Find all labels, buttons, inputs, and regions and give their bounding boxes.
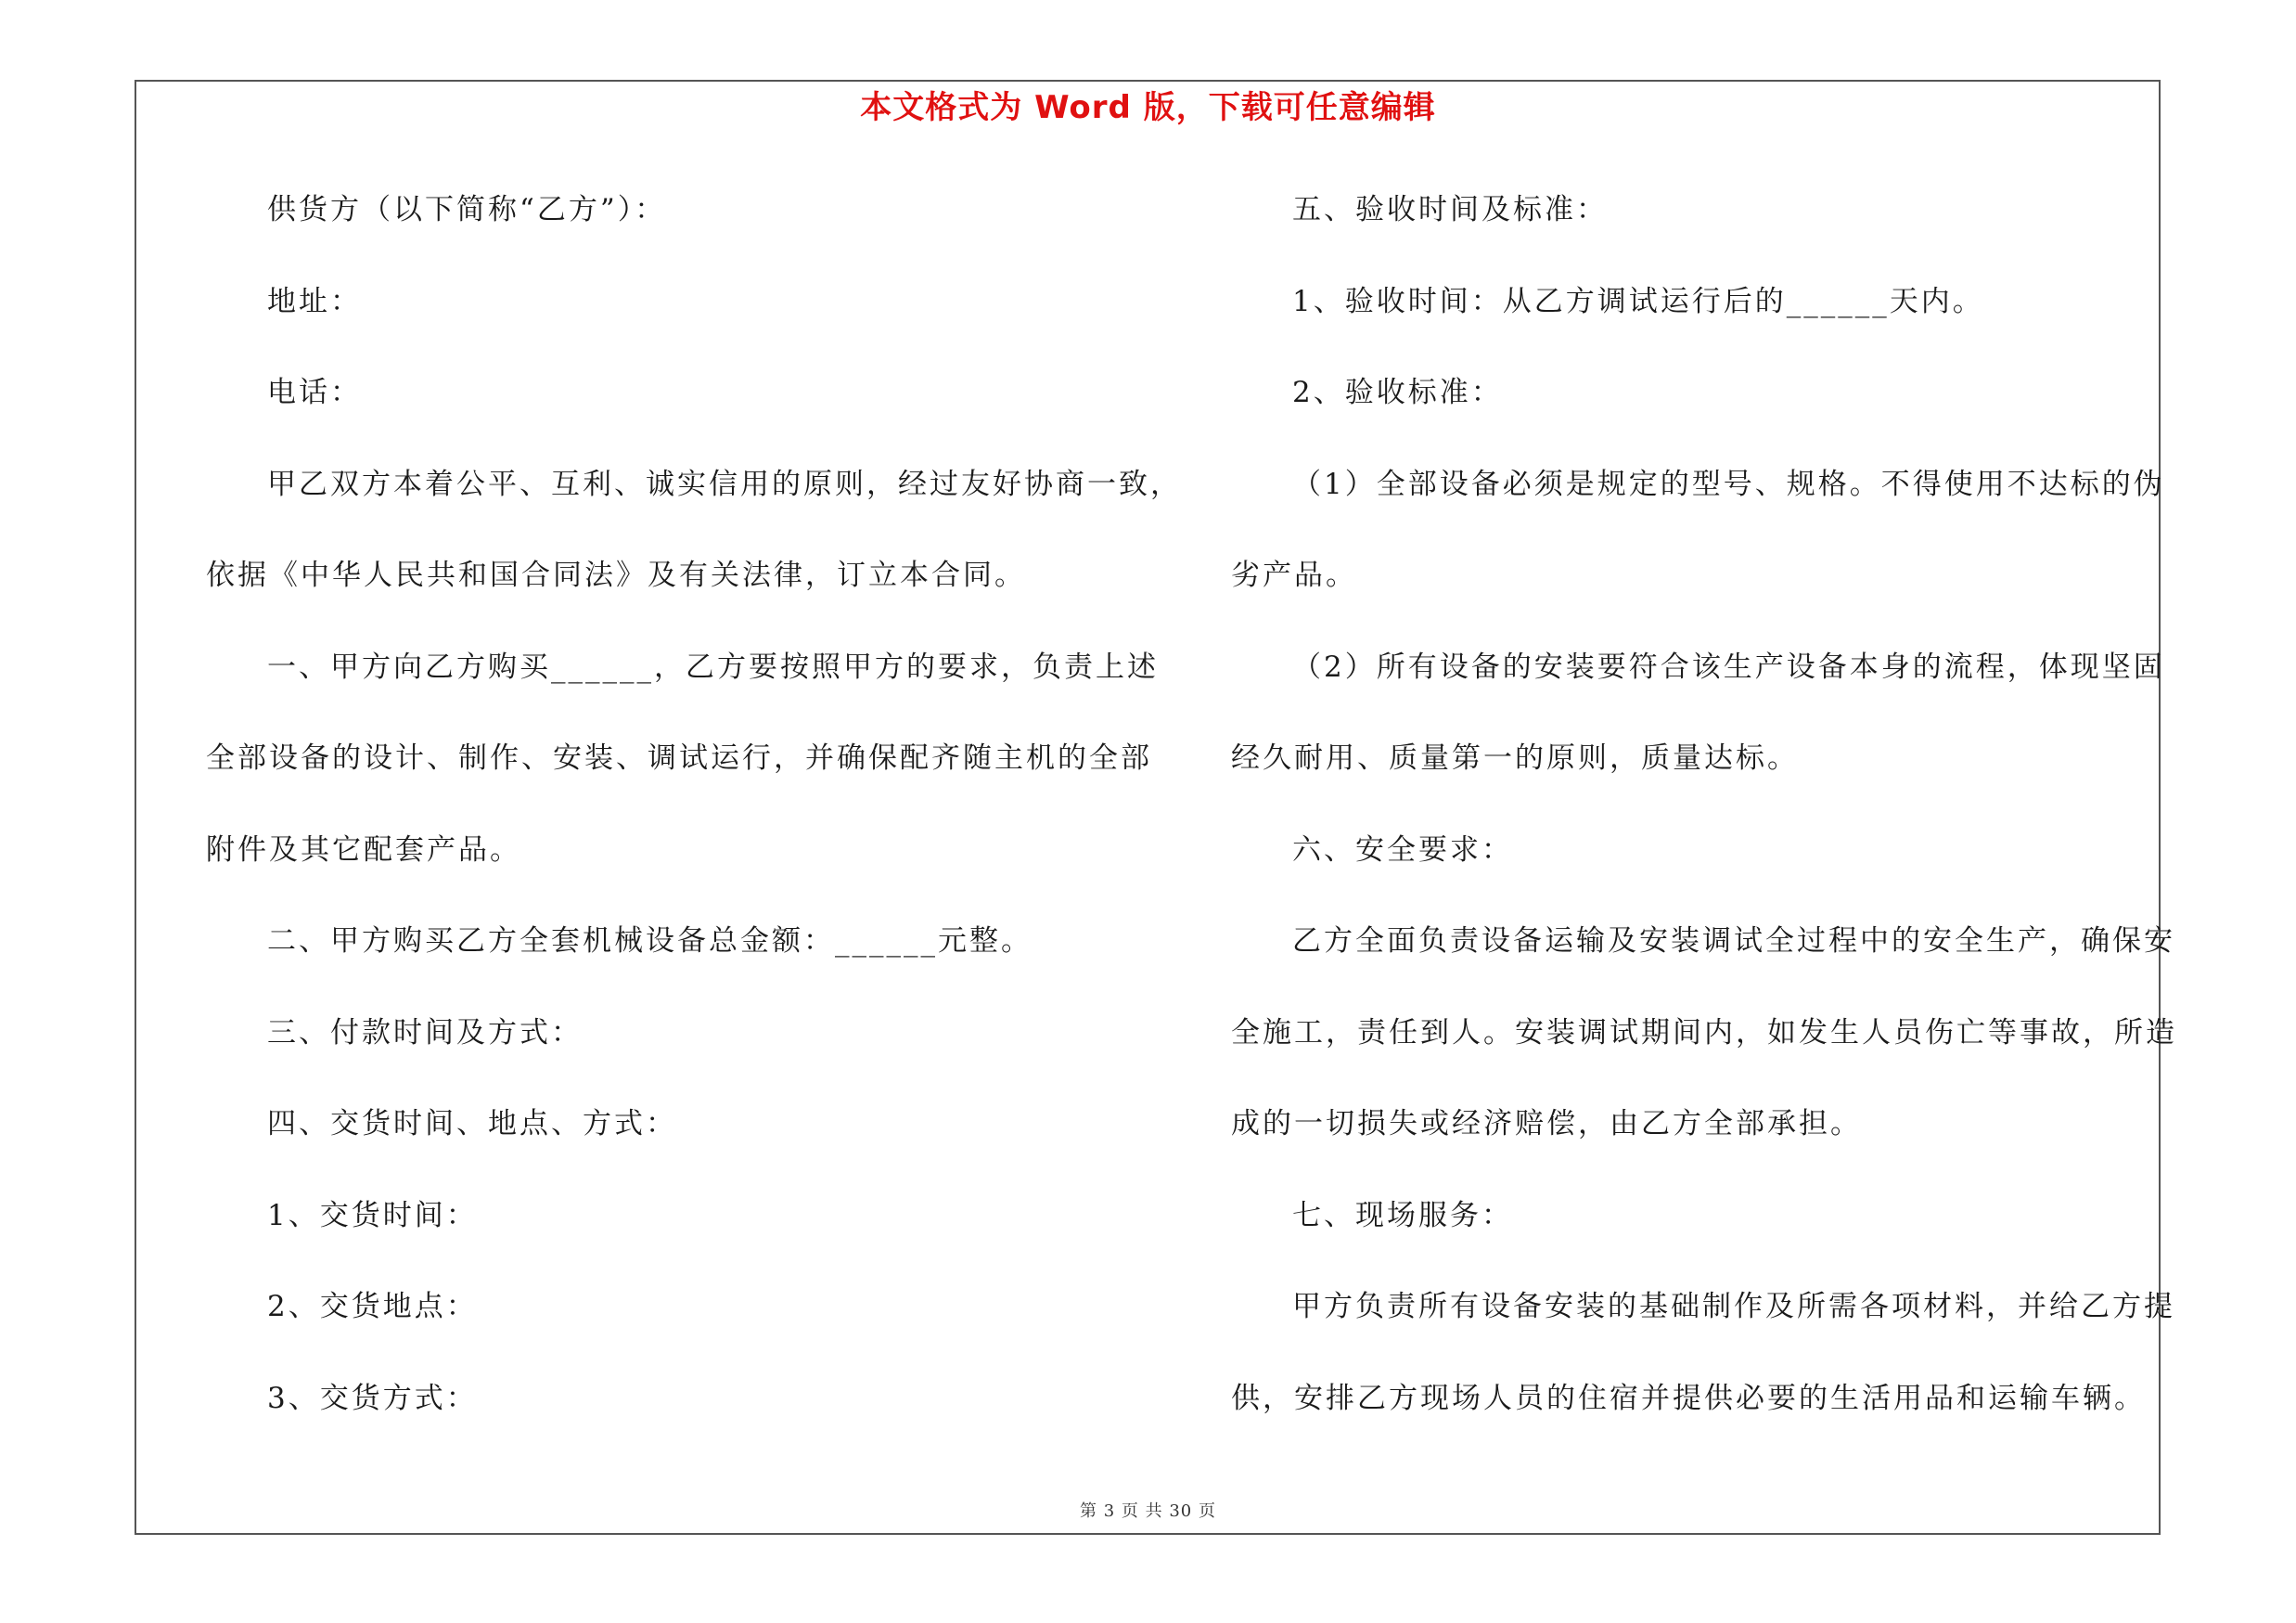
- paragraph-line: 劣产品。: [1231, 559, 1357, 592]
- paragraph-line: （1）全部设备必须是规定的型号、规格。不得使用不达标的伪: [1292, 468, 2165, 501]
- paragraph-line: 供，安排乙方现场人员的住宿并提供必要的生活用品和运输车辆。: [1231, 1382, 2146, 1415]
- paragraph-line: 五、验收时间及标准：: [1292, 193, 1608, 226]
- paragraph-line: 全部设备的设计、制作、安装、调试运行，并确保配齐随主机的全部: [206, 741, 1152, 775]
- paragraph-line: 2、验收标准：: [1292, 376, 1503, 409]
- paragraph-line: 一、甲方向乙方购买______，乙方要按照甲方的要求，负责上述: [267, 650, 1159, 684]
- paragraph-line: 附件及其它配套产品。: [206, 833, 521, 867]
- paragraph-line: 成的一切损失或经济赔偿，由乙方全部承担。: [1231, 1107, 1862, 1140]
- word-format-banner: 本文格式为 Word 版，下载可任意编辑: [860, 89, 1436, 126]
- paragraph-line: 供货方（以下简称“乙方”）：: [267, 193, 667, 226]
- paragraph-line: 2、交货地点：: [267, 1290, 478, 1323]
- paragraph-line: 甲乙双方本着公平、互利、诚实信用的原则，经过友好协商一致，: [267, 468, 1182, 501]
- paragraph-line: 六、安全要求：: [1292, 833, 1513, 867]
- paragraph-line: 1、验收时间：从乙方调试运行后的______天内。: [1292, 285, 1984, 318]
- paragraph-line: 全施工，责任到人。安装调试期间内，如发生人员伤亡等事故，所造: [1231, 1016, 2177, 1050]
- paragraph-line: 依据《中华人民共和国合同法》及有关法律，订立本合同。: [206, 559, 1026, 592]
- paragraph-line: 甲方负责所有设备安装的基础制作及所需各项材料，并给乙方提: [1292, 1290, 2175, 1323]
- paragraph-line: 经久耐用、质量第一的原则，质量达标。: [1231, 741, 1799, 775]
- paragraph-line: 二、甲方购买乙方全套机械设备总金额：______元整。: [267, 924, 1033, 958]
- page-number-footer: 第 3 页 共 30 页: [1080, 1501, 1216, 1521]
- paragraph-line: 三、付款时间及方式：: [267, 1016, 583, 1050]
- paragraph-line: 3、交货方式：: [267, 1382, 478, 1415]
- paragraph-line: 四、交货时间、地点、方式：: [267, 1107, 677, 1140]
- paragraph-line: 地址：: [267, 285, 362, 318]
- paragraph-line: 七、现场服务：: [1292, 1199, 1513, 1232]
- paragraph-line: 乙方全面负责设备运输及安装调试全过程中的安全生产，确保安: [1292, 924, 2175, 958]
- paragraph-line: 1、交货时间：: [267, 1199, 478, 1232]
- paragraph-line: 电话：: [267, 376, 362, 409]
- paragraph-line: （2）所有设备的安装要符合该生产设备本身的流程，体现坚固: [1292, 650, 2165, 684]
